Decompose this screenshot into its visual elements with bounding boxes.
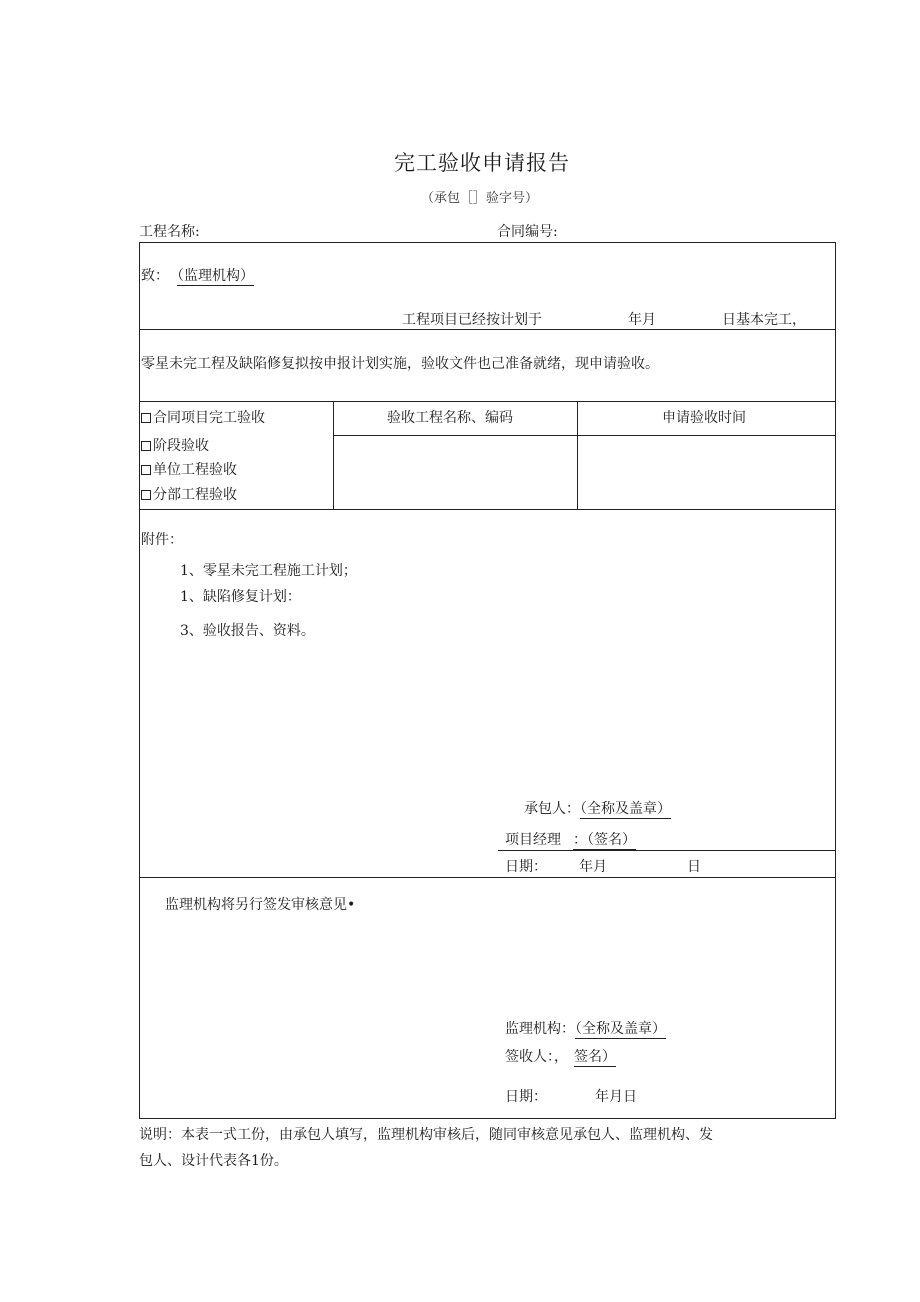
contractor-value[interactable]: （全称及盖章） — [580, 801, 671, 817]
checkbox-stage[interactable]: 阶段验收 — [141, 439, 209, 453]
page-title: 完工验收申请报告 — [394, 151, 570, 175]
divider — [139, 401, 836, 402]
project-name-label: 工程名称: — [139, 224, 200, 240]
divider — [139, 509, 836, 510]
contract-number-label: 合同编号: — [497, 224, 558, 240]
contractor-date-ym[interactable]: 年月 — [579, 859, 607, 875]
checkbox-icon[interactable] — [141, 441, 151, 451]
project-manager-line — [505, 833, 636, 847]
supervision-org-label: 监理机构： — [505, 1021, 575, 1037]
statement-prefix: 工程项目已经按计划于 — [402, 312, 542, 328]
receiver-line — [505, 1050, 616, 1064]
contractor-label: 承包人： — [524, 801, 580, 817]
contractor-date-label: 日期： — [505, 859, 547, 875]
checkbox-contract-completion[interactable]: 合同项目完工验收 — [141, 411, 265, 425]
receiver-label: 签收人：， — [505, 1049, 568, 1065]
divider — [139, 329, 836, 330]
document-number: （承包［］验字号） — [421, 191, 539, 206]
project-manager-value[interactable]: ：（签名） — [573, 832, 636, 848]
statement-suffix: 日基本完工， — [722, 312, 806, 328]
attachment-item: 1、缺陷修复计划： — [180, 589, 301, 605]
divider — [498, 850, 836, 851]
to-label: 致： — [141, 268, 169, 284]
checkbox-icon[interactable] — [141, 490, 151, 500]
supervision-note: 监理机构将另行签发审核意见• — [165, 897, 356, 913]
form-frame — [139, 242, 836, 1119]
supervision-date-value[interactable]: 年月日 — [595, 1089, 637, 1105]
divider — [333, 401, 334, 509]
contractor-line — [524, 802, 671, 816]
checkbox-unit-project[interactable]: 单位工程验收 — [141, 463, 237, 477]
statement-line2: 零星未完工程及缺陷修复拟按申报计划实施，验收文件也己准备就绪，现申请验收。 — [141, 356, 659, 372]
divider — [139, 877, 836, 878]
footer-note-line1: 说明：本表一式工份，由承包人填写，监理机构审核后，随同审核意见承包人、监理机构、发 — [139, 1127, 713, 1143]
project-manager-label: 项目经理 — [505, 832, 561, 848]
attachment-item: 3、验收报告、资料。 — [180, 623, 315, 639]
supervision-date-label: 日期： — [505, 1089, 547, 1105]
receiver-value[interactable]: 签名） — [574, 1049, 616, 1065]
checkbox-icon[interactable] — [141, 465, 151, 475]
contractor-date-day[interactable]: 日 — [687, 859, 701, 875]
column-header-name-code: 验收工程名称、编码 — [387, 410, 513, 426]
to-value[interactable]: （监理机构） — [177, 268, 254, 284]
checkbox-icon[interactable] — [141, 413, 151, 423]
column-header-time: 申请验收时间 — [662, 410, 746, 426]
supervision-org-line — [505, 1022, 666, 1036]
footer-note-line2: 包人、设计代表各1份。 — [139, 1153, 288, 1169]
attachment-item: 1、零星未完工程施工计划； — [180, 563, 357, 579]
divider — [577, 401, 578, 509]
to-line — [141, 269, 254, 283]
supervision-org-value[interactable]: （全称及盖章） — [575, 1021, 666, 1037]
checkbox-subsection[interactable]: 分部工程验收 — [141, 488, 237, 502]
attachments-label: 附件： — [141, 532, 183, 548]
statement-month: 年月 — [628, 312, 656, 328]
divider — [333, 435, 836, 436]
